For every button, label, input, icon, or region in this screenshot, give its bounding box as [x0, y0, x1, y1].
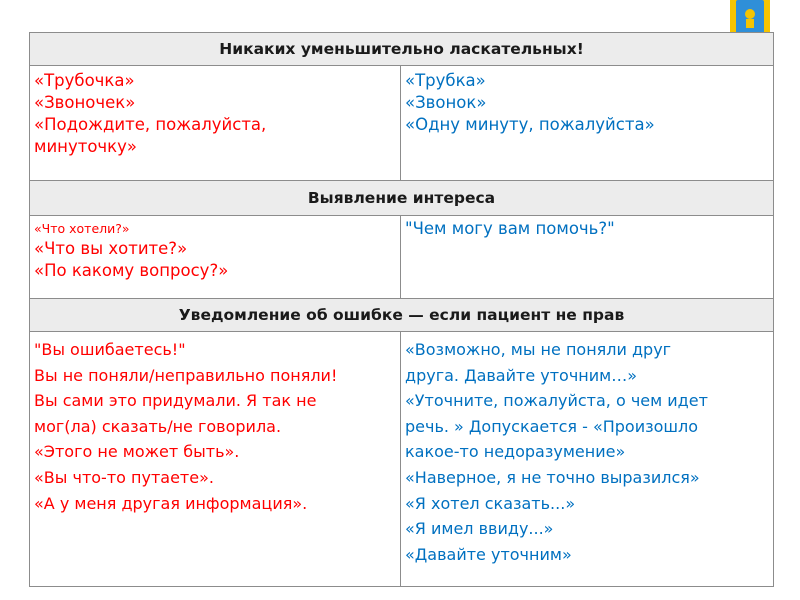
correct-phrase: «Наверное, я не точно выразился» — [405, 467, 700, 487]
wrong-phrase: «Этого не может быть». — [34, 442, 240, 462]
correct-phrase: «Уточните, пожалуйста, о чем идет — [405, 391, 708, 411]
correct-phrase: «Я имел ввиду...» — [405, 519, 554, 539]
wrong-phrase: мог(ла) сказать/не говорила. — [34, 416, 282, 436]
wrong-phrase: «Звоночек» — [34, 93, 136, 112]
wrong-phrase: Вы не поняли/неправильно поняли! — [34, 365, 338, 385]
section-header: Выявление интереса — [30, 181, 774, 216]
correct-phrases-cell — [401, 66, 774, 181]
correct-phrase: "Чем могу вам помочь?" — [405, 219, 615, 238]
wrong-phrases-cell — [30, 66, 401, 181]
correct-phrase: «Возможно, мы не поняли друг — [405, 340, 672, 359]
section-row — [30, 332, 774, 587]
wrong-phrase: «А у меня другая информация». — [34, 493, 308, 513]
correct-phrases-cell — [401, 332, 774, 587]
correct-phrase: «Звонок» — [405, 93, 487, 112]
section-row — [30, 66, 774, 181]
wrong-phrase: "Вы ошибаетесь!" — [34, 340, 186, 359]
wrong-phrase: Вы сами это придумали. Я так не — [34, 391, 317, 411]
wrong-phrase: «Трубочка» — [34, 71, 135, 90]
correct-phrase: «Давайте уточним» — [405, 544, 572, 564]
correct-phrase: какое-то недоразумение» — [405, 442, 626, 462]
phrases-table — [29, 32, 774, 587]
wrong-phrases-cell — [30, 216, 401, 299]
section-header-row — [30, 181, 774, 216]
wrong-phrase: минуточку» — [34, 137, 138, 156]
section-header-row — [30, 33, 774, 66]
correct-phrase: друга. Давайте уточним…» — [405, 365, 638, 385]
section-header-row — [30, 299, 774, 332]
section-header: Уведомление об ошибке — если пациент не прав — [30, 299, 774, 332]
correct-phrase: «Одну минуту, пожалуйста» — [405, 115, 655, 134]
section-header: Никаких уменьшительно ласкательных! — [30, 33, 774, 66]
correct-phrase: «Я хотел сказать...» — [405, 493, 576, 513]
wrong-phrase: «Подождите, пожалуйста, — [34, 115, 267, 134]
correct-phrase: речь. » Допускается - «Произошло — [405, 416, 699, 436]
correct-phrase: «Трубка» — [405, 71, 486, 90]
wrong-phrase: «Вы что-то путаете». — [34, 467, 214, 487]
section-row — [30, 216, 774, 299]
correct-phrases-cell — [401, 216, 774, 299]
wrong-phrases-cell — [30, 332, 401, 587]
wrong-phrase: «Что вы хотите?» — [34, 239, 188, 258]
wrong-phrase: «Что хотели?» — [34, 221, 130, 236]
wrong-phrase: «По какому вопросу?» — [34, 261, 229, 280]
